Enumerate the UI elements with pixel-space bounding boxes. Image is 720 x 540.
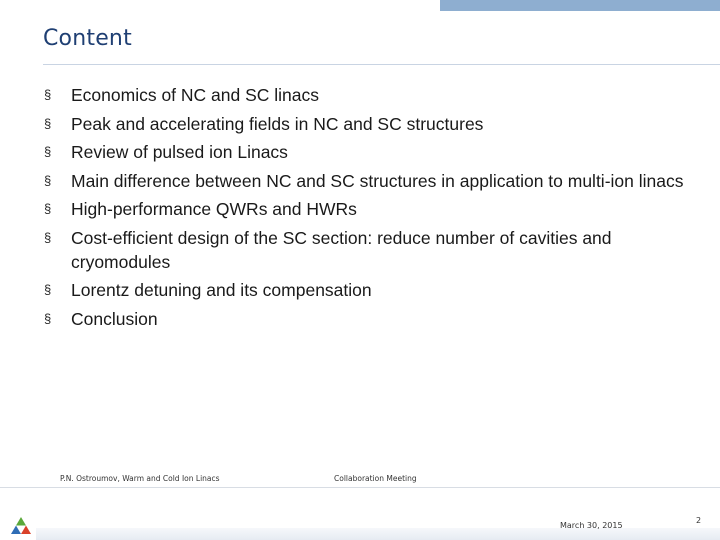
bullet-text: High-performance QWRs and HWRs [71,199,357,219]
footer-date: March 30, 2015 [560,521,623,530]
bullet-text: Conclusion [71,308,158,329]
list-item [44,83,684,107]
bullet-marker: § [44,229,52,245]
bullet-marker: § [44,282,52,297]
bullet-marker: § [44,310,52,326]
bullet-text: Lorentz detuning and its compensation [71,280,372,300]
title-divider [43,64,720,65]
list-item [44,112,684,136]
bullet-marker: § [44,144,52,159]
bullet-text: Economics of NC and SC linacs [71,85,320,105]
slide-title: Content [43,26,132,51]
bullet-text: Peak and accelerating fields in NC and SC structures [71,113,484,134]
bullet-text: Cost-efficient design of the SC section: reduce number of cavities and cryomodules [71,227,612,272]
footer-event: Collaboration Meeting [334,474,417,483]
bullet-marker: § [44,201,52,216]
footer-divider [0,487,720,488]
top-accent-bar [440,0,720,11]
bullet-marker: § [44,87,52,102]
list-item [44,140,684,164]
list-item [44,169,684,193]
list-item [44,197,684,221]
bullet-list [44,83,684,335]
bullet-marker: § [44,172,52,188]
bullet-text: Review of pulsed ion Linacs [71,142,288,162]
footer-author: P.N. Ostroumov, Warm and Cold Ion Linacs [60,474,220,483]
list-item [44,278,684,302]
bullet-text: Main difference between NC and SC structures in application to multi-ion linacs [71,170,684,191]
bullet-marker: § [44,115,52,131]
institution-logo-icon [10,516,32,536]
list-item [44,226,684,274]
page-number: 2 [696,516,702,525]
list-item [44,307,684,331]
